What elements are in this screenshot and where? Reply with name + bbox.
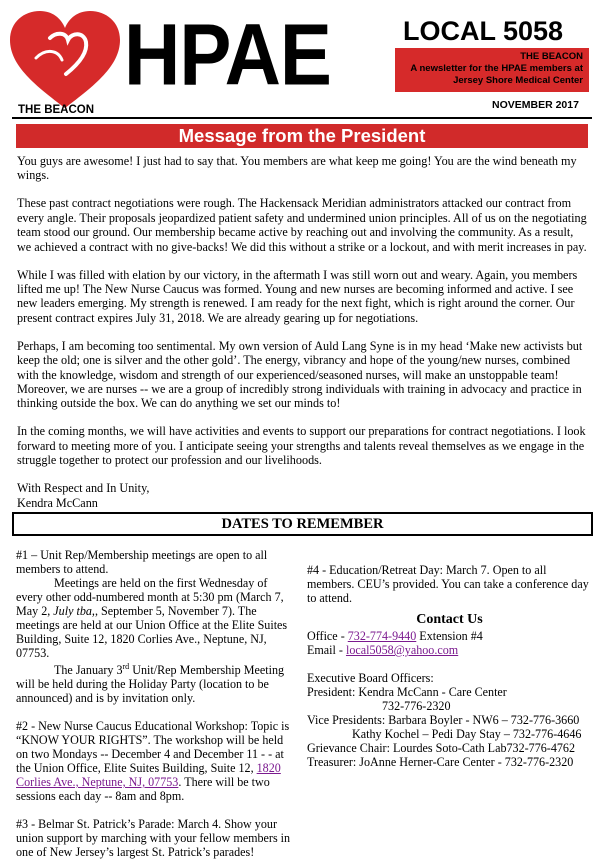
beacon-label: THE BEACON	[18, 104, 95, 116]
date-item-2-text: . There will be two sessions each day -- 8am and 8pm.	[16, 775, 270, 804]
date-item-2-text: #2 - New Nurse Caucus Educational Workshop: Topic is “KNOW YOUR RIGHTS”. The workshop will be held on two Mondays -- December 4 and December 11 - - at the Union Office, Elite Suites Building, Suite 12,	[16, 719, 290, 776]
january-text: Unit/Rep Membership Meeting will be held during the Holiday Party (location to be announced) and is by invitation only.	[16, 663, 285, 706]
tagline-description: A newsletter for the HPAE members at	[410, 63, 583, 74]
date-item-1-january	[16, 660, 294, 705]
president-message	[17, 154, 589, 510]
office-extension: Extension #4	[416, 629, 483, 643]
date-item-4: #4 - Education/Retreat Day: March 7. Open to all members. CEU’s provided. You can take a conference day to attend.	[307, 563, 589, 605]
message-closing: With Respect and In Unity,	[17, 481, 150, 496]
board-president-phone: 732-776-2320	[382, 699, 451, 713]
message-paragraph: You guys are awesome! I just had to say that. You members are what keep me going! You are the wind beneath my wings.	[17, 154, 577, 183]
tagline-box	[395, 48, 589, 92]
date-item-3: #3 - Belmar St. Patrick’s Parade: March 4. Show your union support by marching with your fellow members in one of New Jersey’s largest St. Patrick’s parades!	[16, 817, 291, 860]
office-phone-link[interactable]: 732-774-9440	[347, 629, 417, 643]
dates-title: DATES TO REMEMBER	[221, 516, 384, 532]
issue-date: NOVEMBER 2017	[492, 99, 579, 111]
contact-office	[307, 629, 592, 643]
office-label: Office -	[307, 629, 348, 643]
email-link[interactable]: local5058@yahoo.com	[345, 643, 459, 657]
date-item-1-text: Meetings are held on the first Wednesday of every other odd-numbered month at 5:30 pm (March 7, May 2,	[16, 576, 284, 618]
dates-left-column	[16, 548, 294, 859]
date-item-2	[16, 719, 294, 803]
contact-email	[307, 643, 592, 657]
tagline-location: Jersey Shore Medical Center	[453, 75, 583, 86]
january-sup: rd	[122, 662, 130, 671]
dates-header-box	[12, 512, 593, 536]
board-president: President: Kendra McCann - Care Center	[307, 685, 507, 699]
heart-logo-icon	[6, 8, 124, 112]
message-signature: Kendra McCann	[17, 495, 98, 510]
hpae-logo-text: HPAE	[124, 5, 331, 104]
board-title: Executive Board Officers:	[307, 671, 434, 685]
contact-title: Contact Us	[416, 612, 483, 627]
board-vp-1: Vice Presidents: Barbara Boyler - NW6 – 732-776-3660	[307, 713, 580, 727]
board-vp-2: Kathy Kochel – Pedi Day Stay – 732-776-4646	[352, 727, 582, 741]
date-item-1-body	[16, 576, 294, 660]
local-number: LOCAL 5058	[403, 16, 564, 46]
section-banner	[16, 124, 588, 148]
email-label: Email -	[307, 643, 346, 657]
message-paragraph: In the coming months, we will have activities and events to support our preparations for contract negotiations. I look forward to meeting more of you. I anticipate seeing your strengths and talents reveal themselves as we engage in the struggle together to protect our profession and our livelihoods.	[17, 424, 586, 468]
header-divider	[12, 117, 592, 119]
address-link[interactable]: 1820 Corlies Ave., Neptune, NJ, 07753	[16, 761, 281, 790]
date-item-1-text: , September 5, November 7). The meetings are held at our Union Office at the Elite Suites Building, Suite 12, 1820 Corlies Ave., Neptune, NJ, 07753.	[16, 604, 288, 660]
date-item-1-italic: July tba,	[53, 604, 95, 618]
banner-title: Message from the President	[178, 125, 426, 146]
board-treasurer: Treasurer: JoAnne Herner-Care Center - 732-776-2320	[307, 755, 574, 769]
message-paragraph: Perhaps, I am becoming too sentimental. My own version of Auld Lang Syne is in my head ‘Make new activists but keep the old; one is silver and the other gold’. The energy, vibrancy and hope of the young/new nurses, combined with the knowledge, wisdom and strength of our experienced/seasoned nurses, will make an unstoppable team! Moreover, we are nurses -- we are a group of incredibly strong individuals with training in advocacy and practice in thinking outside the box. We can do anything we set our minds to!	[17, 338, 583, 411]
dates-right-column	[307, 563, 592, 769]
date-item-1-heading: #1 – Unit Rep/Membership meetings are open to all members to attend.	[16, 548, 268, 576]
january-text: The January 3	[54, 663, 123, 678]
message-paragraph: These past contract negotiations were rough. The Hackensack Meridian administrators attacked our contract from every angle. Their proposals jeopardized patient safety and undermined union principles. All of us on the negotiating team stood our ground. Our membership became active by reaching out and involving the community. As a result, we achieved a contract with no give-backs! We did this without a strike or a lockout, and with merit increases in pay.	[17, 196, 587, 254]
tagline-title: THE BEACON	[520, 51, 583, 62]
message-paragraph: While I was filled with elation by our victory, in the aftermath I was still worn out and weary. Again, you members lifted me up! The New Nurse Caucus was formed. Young and new nurses are becoming informed and active. I see new leaders emerging. My strength is renewed. I am ready for the next fight, which is right around the corner. Our present contract expires July 31, 2018. We are already gearing up for negotiations.	[17, 267, 578, 325]
board-grievance: Grievance Chair: Lourdes Soto-Cath Lab732-776-4762	[307, 741, 576, 755]
